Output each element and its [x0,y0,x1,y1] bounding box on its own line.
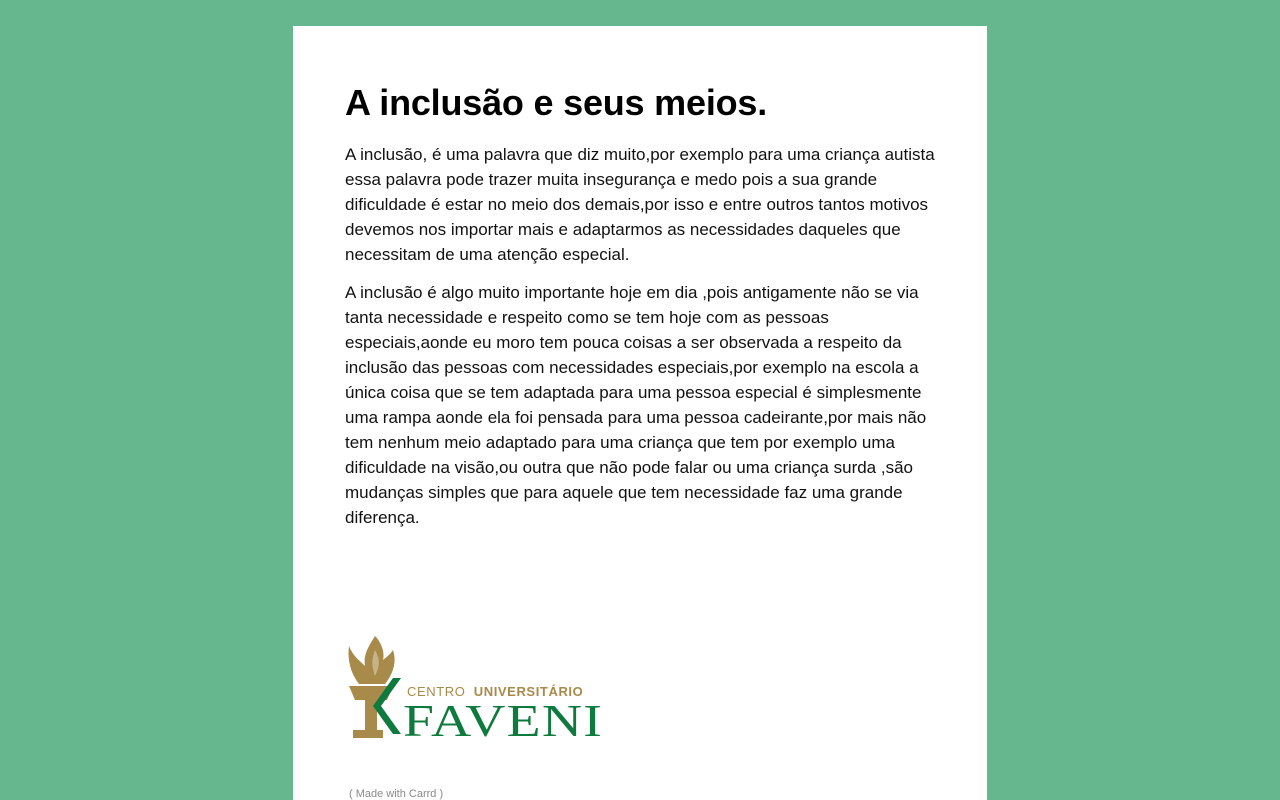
paragraph-1: A inclusão, é uma palavra que diz muito,por exemplo para uma criança autista essa palavra pode trazer muita insegurança e medo pois a sua grande dificuldade é estar no meio dos demais,por isso e entre outros tantos motivos devemos nos importar mais e adaptarmos as necessidades daqueles que necessitam de uma atenção especial. [345,145,935,264]
logo-line2: FAVENI [403,695,603,744]
made-with-carrd-link[interactable]: ( Made with Carrd ) [349,788,444,800]
logo-line1-prefix: CENTRO [407,684,466,699]
content-card [293,26,987,800]
faveni-logo [345,634,607,744]
page-title: A inclusão e seus meios. [345,82,768,123]
torch-icon [348,636,401,738]
logo-line1-highlight: UNIVERSITÁRIO [473,684,584,699]
paragraph-2: A inclusão é algo muito importante hoje em dia ,pois antigamente não se via tanta necessidade e respeito como se tem hoje com as pessoas especiais,aonde eu moro tem pouca coisas a ser observada a respeito da inclusão das pessoas com necessidades especiais,por exemplo na escola a única coisa que se tem adaptada para uma pessoa especial é simplesmente uma rampa aonde ela foi pensada para uma pessoa cadeirante,por mais não tem nenhum meio adaptado para uma criança que tem por exemplo uma dificuldade na visão,ou outra que não pode falar ou uma criança surda ,são mudanças simples que para aquele que tem necessidade faz uma grande diferença. [345,283,927,527]
